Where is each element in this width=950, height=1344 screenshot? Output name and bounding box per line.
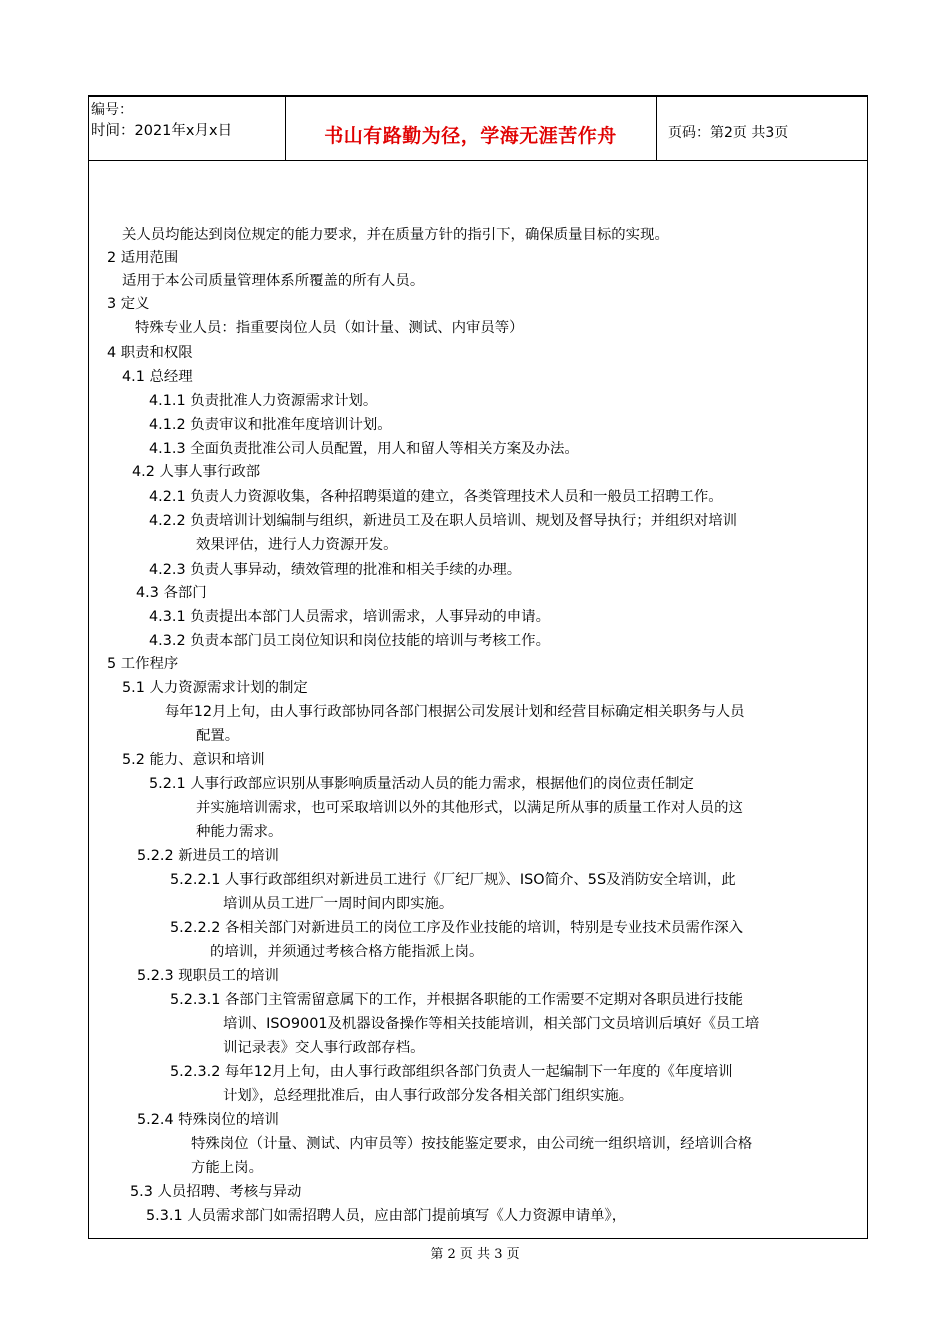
text-line: 4.3.1 负责提出本部门人员需求，培训需求，人事异动的申请。 bbox=[149, 609, 550, 625]
text-line: 训记录表》交人事行政部存档。 bbox=[223, 1040, 425, 1056]
header-table bbox=[88, 95, 868, 161]
text-line: 5.2.4 特殊岗位的培训 bbox=[137, 1112, 279, 1128]
page-footer: 第 2 页 共 3 页 bbox=[430, 1247, 520, 1262]
header-motto-cell bbox=[285, 97, 657, 160]
document-date: 时间：2021年x月x日 bbox=[91, 123, 233, 139]
header-page-cell bbox=[656, 97, 867, 160]
text-line: 4.3 各部门 bbox=[136, 585, 207, 601]
text-line: 4.1 总经理 bbox=[122, 369, 193, 385]
text-line: 4.2.3 负责人事异动，绩效管理的批准和相关手续的办理。 bbox=[149, 562, 522, 578]
header-info-cell bbox=[89, 97, 286, 160]
text-line: 5.3.1 人员需求部门如需招聘人员，应由部门提前填写《人力资源申请单》， bbox=[146, 1208, 627, 1224]
text-line: 5.2.3.1 各部门主管需留意属下的工作，并根据各职能的工作需要不定期对各职员进行技能 bbox=[170, 992, 743, 1008]
text-line: 5.2.2 新进员工的培训 bbox=[137, 848, 279, 864]
text-line: 4.2 人事人事行政部 bbox=[132, 464, 261, 480]
text-line: 5.2.3 现职员工的培训 bbox=[137, 968, 279, 984]
text-line: 培训从员工进厂一周时间内即实施。 bbox=[223, 896, 454, 912]
text-line: 计划》，总经理批准后，由人事行政部分发各相关部门组织实施。 bbox=[223, 1088, 634, 1104]
text-line: 效果评估，进行人力资源开发。 bbox=[196, 537, 398, 553]
text-line: 5.2.1 人事行政部应识别从事影响质量活动人员的能力需求，根据他们的岗位责任制定 bbox=[149, 776, 694, 792]
text-line: 5 工作程序 bbox=[107, 656, 179, 672]
document-number: 编号： bbox=[91, 102, 133, 118]
text-line: 种能力需求。 bbox=[196, 824, 283, 840]
text-line: 5.2 能力、意识和培训 bbox=[122, 752, 265, 768]
text-line: 方能上岗。 bbox=[191, 1160, 263, 1176]
text-line: 5.2.3.2 每年12月上旬，由人事行政部组织各部门负责人一起编制下一年度的《年度培训 bbox=[170, 1064, 733, 1080]
text-line: 特殊专业人员：指重要岗位人员（如计量、测试、内审员等） bbox=[135, 320, 524, 336]
text-line: 2 适用范围 bbox=[107, 250, 179, 266]
text-line: 4.1.2 负责审议和批准年度培训计划。 bbox=[149, 417, 392, 433]
text-line: 4.1.3 全面负责批准公司人员配置，用人和留人等相关方案及办法。 bbox=[149, 441, 579, 457]
text-line: 5.3 人员招聘、考核与异动 bbox=[130, 1184, 302, 1200]
text-line: 4.2.2 负责培训计划编制与组织，新进员工及在职人员培训、规划及督导执行；并组织对培训 bbox=[149, 513, 738, 529]
text-line: 并实施培训需求，也可采取培训以外的其他形式，以满足所从事的质量工作对人员的这 bbox=[196, 800, 743, 816]
text-line: 3 定义 bbox=[107, 296, 150, 312]
text-line: 4.3.2 负责本部门员工岗位知识和岗位技能的培训与考核工作。 bbox=[149, 633, 550, 649]
text-line: 培训、ISO9001及机器设备操作等相关技能培训，相关部门文员培训后填好《员工培 bbox=[223, 1016, 760, 1032]
motto: 书山有路勤为径，学海无涯苦作舟 bbox=[324, 125, 617, 147]
text-line: 4.2.1 负责人力资源收集，各种招聘渠道的建立，各类管理技术人员和一般员工招聘工作。 bbox=[149, 489, 723, 505]
text-line: 每年12月上旬，由人事行政部协同各部门根据公司发展计划和经营目标确定相关职务与人员 bbox=[165, 704, 745, 720]
text-line: 的培训，并须通过考核合格方能指派上岗。 bbox=[210, 944, 484, 960]
text-line: 特殊岗位（计量、测试、内审员等）按技能鉴定要求，由公司统一组织培训，经培训合格 bbox=[191, 1136, 753, 1152]
text-line: 5.2.2.2 各相关部门对新进员工的岗位工序及作业技能的培训，特别是专业技术员需作深入 bbox=[170, 920, 743, 936]
text-line: 4.1.1 负责批准人力资源需求计划。 bbox=[149, 393, 378, 409]
text-line: 关人员均能达到岗位规定的能力要求，并在质量方针的指引下，确保质量目标的实现。 bbox=[122, 227, 669, 243]
text-line: 5.1 人力资源需求计划的制定 bbox=[122, 680, 308, 696]
text-line: 适用于本公司质量管理体系所覆盖的所有人员。 bbox=[122, 273, 425, 289]
text-line: 4 职责和权限 bbox=[107, 345, 193, 361]
page-number: 页码：第2页 共3页 bbox=[668, 125, 789, 141]
text-line: 5.2.2.1 人事行政部组织对新进员工进行《厂纪厂规》、ISO简介、5S及消防安全培训，此 bbox=[170, 872, 736, 888]
text-line: 配置。 bbox=[196, 728, 240, 744]
